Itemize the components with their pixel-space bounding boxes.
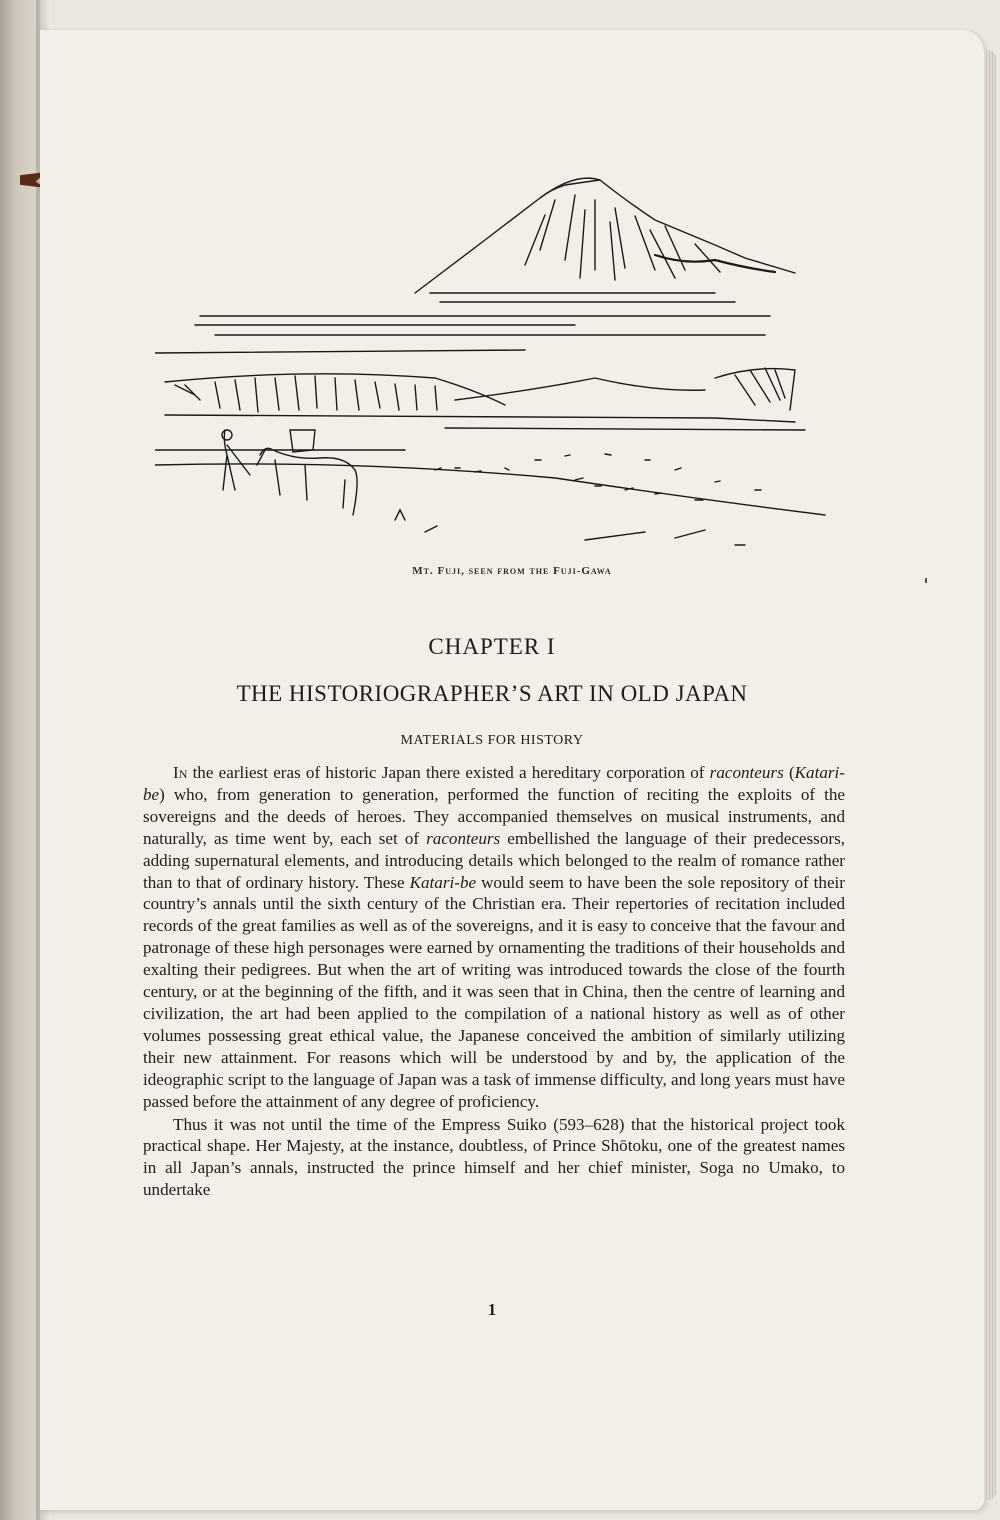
body-text (143, 762, 845, 1201)
chapter-title: THE HISTORIOGRAPHER’S ART IN OLD JAPAN (236, 681, 748, 706)
paper-speck (925, 578, 927, 583)
illustration-caption: Mt. Fuji, seen from the Fuji-Gawa (412, 565, 612, 577)
page-number: 1 (487, 1300, 497, 1319)
section-heading: MATERIALS FOR HISTORY (400, 733, 584, 748)
paragraph-2: Thus it was not until the time of the Empress Suiko (593–628) that the historical project took practical shape. Her Majesty, at the instance, doubtless, of Prince Shōtoku, one of the greatest names in all Japan’s annals, instructed the prince himself and her chief minister, Soga no Umako, to undertake (143, 1114, 845, 1200)
mount-fuji-landscape-icon (155, 160, 835, 555)
paragraph-lead: In (173, 763, 188, 782)
facing-page-edge (0, 0, 40, 1520)
paragraph-1: In the earliest eras of historic Japan there existed a hereditary corporation of raconteurs (Katari-be) who, from generation to generation, performed the function of reciting the exploits of the sovereigns and the deeds of heroes. They accompanied themselves on musical instruments, and naturally, as time went by, each set of raconteurs embellished the language of their predecessors, adding supernatural elements, and introducing details which belonged to the realm of romance rather than to that of ordinary history. These Katari-be would seem to have been the sole repository of their country’s annals until the sixth century of the Christian era. Their repertories of recitation included records of the great families as well as of the sovereigns, and it is easy to conceive that the favour and patronage of these high personages were earned by ornamenting the traditions of their households and exalting their pedigrees. But when the art of writing was introduced towards the close of the fourth century, or at the beginning of the fifth, and it was seen that in China, then the centre of learning and civilization, the art had been applied to the compilation of a national history as well as of other volumes possessing great ethical value, the Japanese conceived the ambition of similarly utilizing their new attainment. For reasons which will be understood by and by, the application of the ideographic script to the language of Japan was a task of immense difficulty, and long years must have passed before the attainment of any degree of proficiency. (143, 763, 845, 1111)
page-edges (984, 50, 996, 1500)
chapter-number: CHAPTER I (428, 634, 556, 659)
